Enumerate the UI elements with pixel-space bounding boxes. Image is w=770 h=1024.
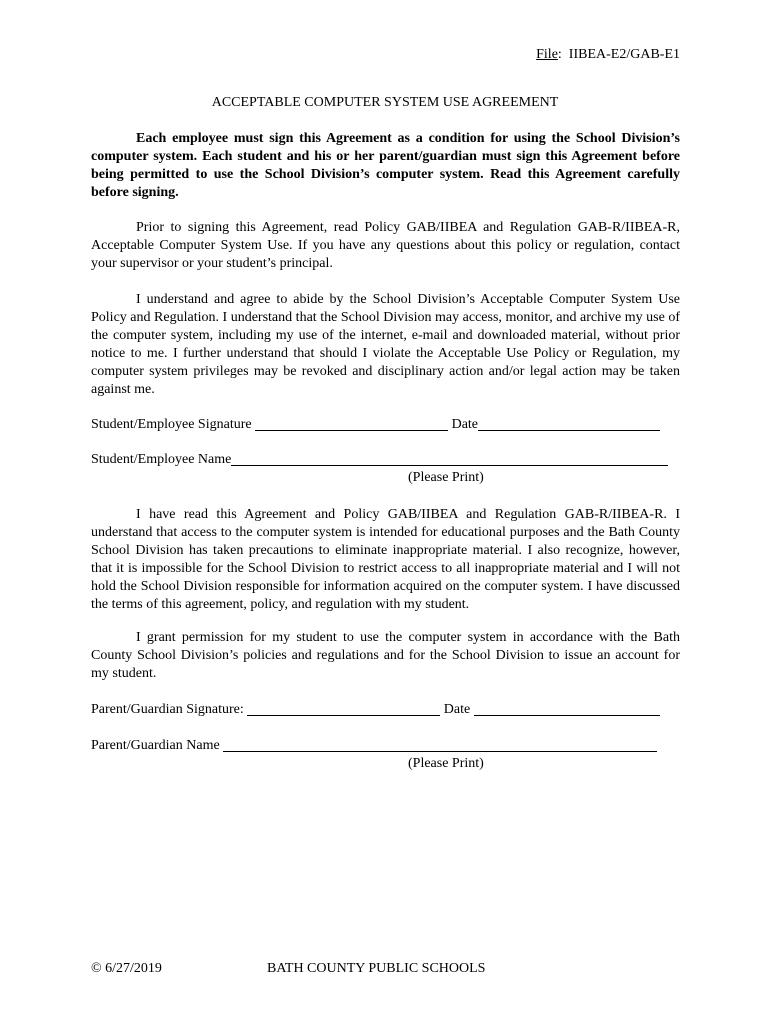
student-name-label: Student/Employee Name (91, 452, 232, 467)
student-signature-field[interactable] (255, 416, 448, 431)
intro-paragraph (91, 130, 680, 202)
student-date-field[interactable] (478, 416, 660, 431)
student-name-row (91, 451, 680, 469)
footer-organization: BATH COUNTY PUBLIC SCHOOLS (267, 961, 486, 976)
grant-text: I grant permission for my student to use the computer system in accordance with the Bath County School Division’s policies and regulations and for the School Division to issue an account for my student. (91, 630, 680, 681)
prior-text: Prior to signing this Agreement, read Policy GAB/IIBEA and Regulation GAB-R/IIBEA-R, Acceptable Computer System Use. If you have any questions about this policy or regulation, contact your supervisor or your student’s principal. (91, 220, 680, 271)
parent-signature-label: Parent/Guardian Signature: (91, 702, 248, 717)
parent-signature-field[interactable] (247, 701, 440, 716)
intro-text: Each employee must sign this Agreement as a condition for using the School Division’s computer system. Each student and his or her parent/guardian must sign this Agreement before being permitted to use the School Division’s computer system. Read this Agreement carefully before signing. (91, 131, 680, 200)
understand-text: I understand and agree to abide by the School Division’s Acceptable Computer System Use Policy and Regulation. I understand that the School Division may access, monitor, and archive my use of the computer system, including my use of the internet, e-mail and downloaded material, without prior notice to me. I further understand that should I violate the Acceptable Use Policy or Regulation, my computer system privileges may be revoked and disciplinary action and/or legal action may be taken against me. (91, 292, 680, 397)
file-code: IIBEA-E2/GAB-E1 (568, 47, 680, 62)
please-print-note-1: (Please Print) (408, 470, 484, 485)
footer-date: © 6/27/2019 (91, 961, 162, 976)
understand-paragraph (91, 291, 680, 399)
parent-read-paragraph (91, 506, 680, 614)
please-print-note-2: (Please Print) (408, 756, 484, 771)
student-date-label: Date (448, 417, 479, 432)
file-reference (536, 46, 680, 64)
student-name-field[interactable] (231, 451, 668, 466)
parent-name-label: Parent/Guardian Name (91, 738, 224, 753)
parent-date-field[interactable] (474, 701, 660, 716)
file-separator: : (557, 47, 569, 62)
file-label: File (536, 47, 558, 62)
parent-signature-row (91, 701, 680, 719)
parent-read-text: I have read this Agreement and Policy GAB/IIBEA and Regulation GAB-R/IIBEA-R. I understand that access to the computer system is intended for educational purposes and the Bath County School Division has taken precautions to eliminate inappropriate material. I also recognize, however, that it is impossible for the School Division to restrict access to all inappropriate material and I will not hold the School Division responsible for information acquired on the computer system. I have discussed the terms of this agreement, policy, and regulation with my student. (91, 507, 680, 612)
parent-name-row (91, 737, 680, 755)
document-title: ACCEPTABLE COMPUTER SYSTEM USE AGREEMENT (211, 95, 559, 110)
grant-paragraph (91, 629, 680, 683)
parent-date-label: Date (440, 702, 474, 717)
student-signature-row (91, 416, 680, 434)
student-signature-label: Student/Employee Signature (91, 417, 256, 432)
prior-paragraph (91, 219, 680, 273)
parent-name-field[interactable] (223, 737, 657, 752)
